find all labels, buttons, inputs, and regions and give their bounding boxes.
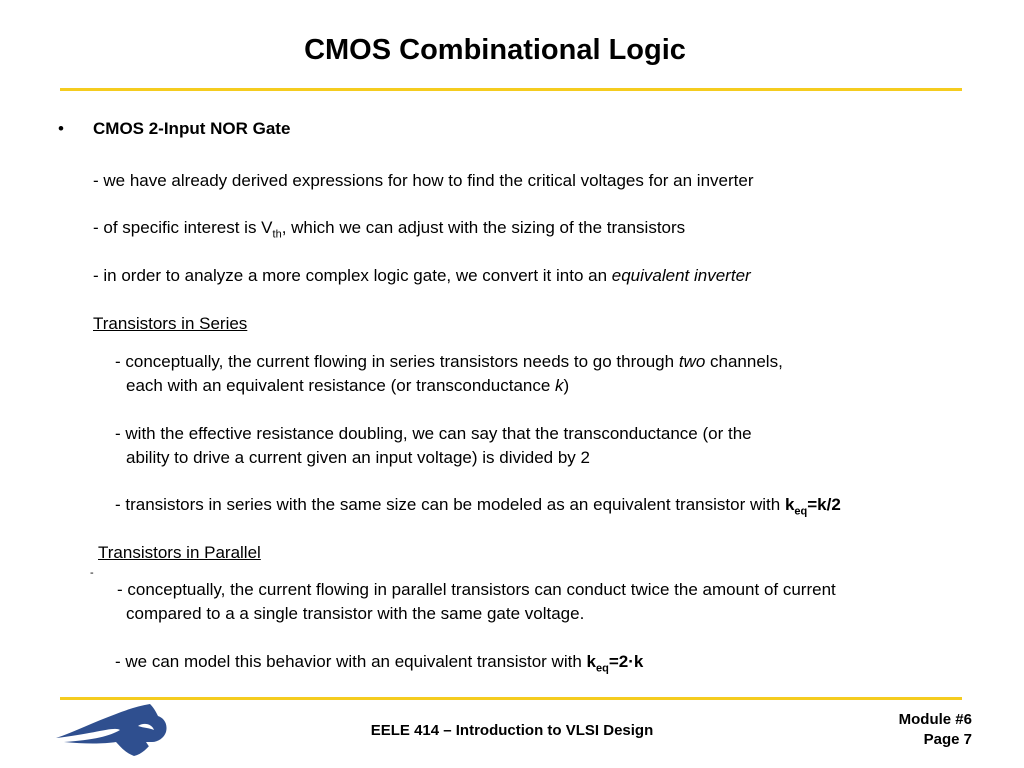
text-span: - conceptually, the current flowing in series transistors needs to go through bbox=[115, 352, 679, 371]
parallel-heading: Transistors in Parallel bbox=[98, 543, 261, 562]
italic-text: equivalent inverter bbox=[611, 266, 751, 285]
bottom-divider bbox=[60, 697, 962, 700]
text-line: ability to drive a current given an input voltage) is divided by 2 bbox=[126, 448, 590, 467]
course-footer: EELE 414 – Introduction to VLSI Design bbox=[370, 722, 654, 739]
text-line bbox=[93, 171, 754, 191]
text-span: - we have already derived expressions for how to find the critical voltages for an inverter bbox=[93, 171, 754, 190]
italic-text: k bbox=[555, 376, 564, 395]
subscript: eq bbox=[595, 662, 609, 675]
text-span: each with an equivalent resistance (or transconductance bbox=[126, 376, 556, 395]
top-divider bbox=[60, 88, 962, 91]
text-line: - with the effective resistance doubling, we can say that the transconductance (or the bbox=[115, 424, 752, 443]
text-line bbox=[115, 495, 841, 517]
bold-text: k bbox=[586, 652, 596, 671]
text-span: , which we can adjust with the sizing of the transistors bbox=[281, 218, 686, 237]
text-span: - transistors in series with the same size can be modeled as an equivalent transistor with bbox=[115, 495, 785, 514]
italic-text: two bbox=[678, 352, 706, 371]
text-line bbox=[126, 376, 569, 396]
text-line: compared to a a single transistor with the same gate voltage. bbox=[126, 604, 585, 623]
text-line: - conceptually, the current flowing in parallel transistors can conduct twice the amount of current bbox=[117, 580, 836, 599]
text-span: - in order to analyze a more complex logic gate, we convert it into an bbox=[93, 266, 612, 285]
slide-title: CMOS Combinational Logic bbox=[304, 34, 686, 66]
bullet-icon: • bbox=[58, 119, 64, 138]
bold-text: k bbox=[784, 495, 795, 514]
subscript: th bbox=[272, 228, 282, 241]
text-span: - of specific interest is V bbox=[93, 218, 273, 237]
module-label: Module #6 bbox=[898, 711, 972, 728]
text-span: ) bbox=[563, 376, 570, 395]
bold-text: =k/2 bbox=[807, 495, 841, 514]
stray-dash: - bbox=[90, 567, 94, 579]
section-heading: CMOS 2-Input NOR Gate bbox=[93, 119, 291, 138]
series-heading: Transistors in Series bbox=[93, 314, 248, 333]
text-line bbox=[93, 218, 685, 240]
text-span: - we can model this behavior with an equivalent transistor with bbox=[115, 652, 587, 671]
text-line bbox=[93, 266, 751, 286]
text-span: channels, bbox=[705, 352, 783, 371]
page-number: Page 7 bbox=[923, 731, 972, 748]
text-line bbox=[115, 652, 643, 674]
text-line bbox=[115, 352, 783, 372]
bold-text: =2·k bbox=[608, 652, 644, 671]
subscript: eq bbox=[794, 505, 808, 518]
